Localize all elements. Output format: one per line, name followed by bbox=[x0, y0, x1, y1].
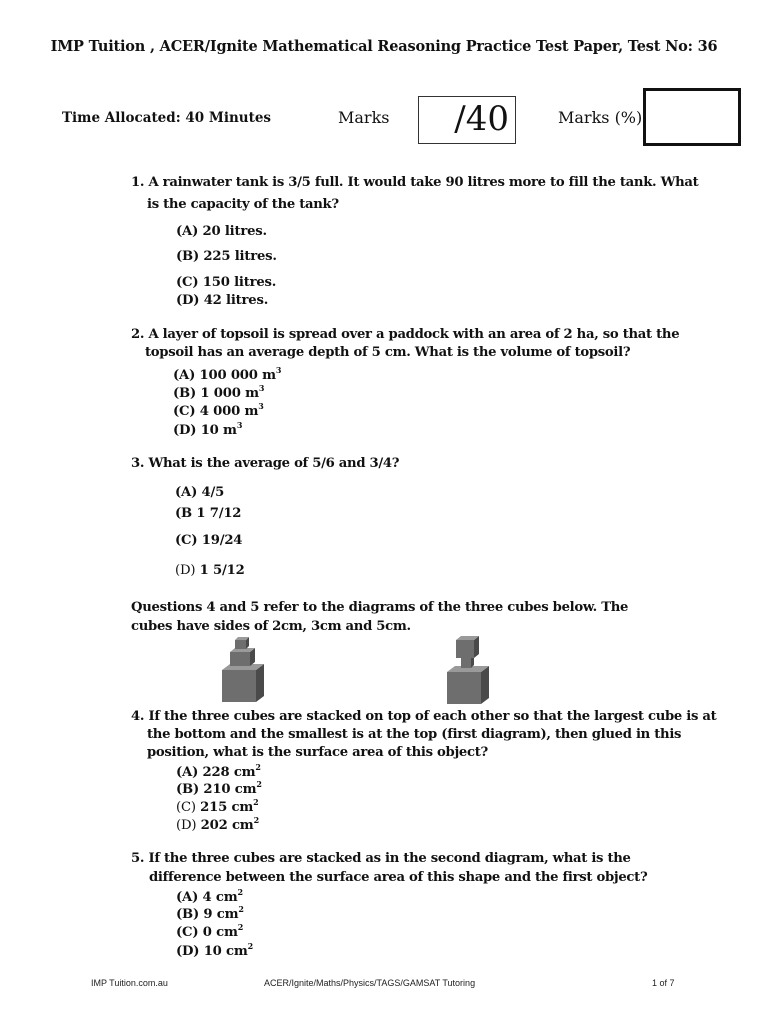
question-2-option-c bbox=[173, 400, 264, 419]
question-4-option-a bbox=[176, 761, 261, 780]
medium-cube-front bbox=[456, 640, 474, 658]
footer-services: ACER/Ignite/Maths/Physics/TAGS/GAMSAT Tutoring bbox=[264, 978, 476, 988]
question-4-line-3: position, what is the surface area of this object? bbox=[147, 745, 488, 760]
question-3-option-d bbox=[175, 563, 245, 578]
option-text: (D) 10 m bbox=[173, 423, 237, 438]
question-3-option-c: (C) 19/24 bbox=[175, 533, 243, 548]
question-4-option-b bbox=[176, 778, 262, 797]
large-cube-side bbox=[481, 666, 489, 704]
medium-cube-front bbox=[230, 652, 250, 666]
option-text: (D) 10 cm bbox=[176, 944, 248, 959]
marks-percent-box bbox=[643, 88, 741, 146]
unit-exponent: 2 bbox=[256, 778, 262, 789]
question-5-line-2: difference between the surface area of this shape and the first object? bbox=[149, 870, 648, 885]
option-text: 202 cm bbox=[196, 818, 254, 833]
unit-exponent: 3 bbox=[258, 382, 265, 393]
small-cube-front bbox=[461, 658, 471, 668]
unit-exponent: 3 bbox=[258, 400, 264, 411]
unit-exponent: 2 bbox=[253, 814, 259, 825]
question-1-option-c: (C) 150 litres. bbox=[176, 275, 277, 290]
cube-stack-diagram-1 bbox=[218, 636, 268, 704]
cubes-intro-line-1: Questions 4 and 5 refer to the diagrams of the three cubes below. The bbox=[131, 600, 629, 615]
unit-exponent: 2 bbox=[237, 921, 244, 932]
question-3-option-b: (B 1 7/12 bbox=[175, 506, 242, 521]
footer-website: IMP Tuition.com.au bbox=[91, 978, 168, 988]
large-cube-front bbox=[447, 672, 481, 704]
option-text: (B) 1 000 m bbox=[173, 386, 259, 401]
question-2-option-a bbox=[173, 364, 282, 383]
cubes-intro-line-2: cubes have sides of 2cm, 3cm and 5cm. bbox=[131, 619, 411, 634]
unit-exponent: 3 bbox=[236, 419, 243, 430]
question-1-option-d: (D) 42 litres. bbox=[176, 293, 269, 308]
question-2-option-b bbox=[173, 382, 265, 401]
large-cube-side bbox=[256, 664, 264, 702]
question-5-line-1: 5. If the three cubes are stacked as in the second diagram, what is the bbox=[131, 851, 631, 866]
footer-page-number: 1 of 7 bbox=[652, 978, 675, 988]
question-4-line-2: the bottom and the smallest is at the top (first diagram), then glued in this bbox=[147, 727, 682, 742]
question-4-option-d bbox=[176, 814, 259, 833]
option-letter: (D) bbox=[176, 818, 197, 833]
option-text: (A) 4 cm bbox=[176, 890, 238, 905]
option-text: (A) 100 000 m bbox=[173, 368, 276, 383]
question-3-option-a: (A) 4/5 bbox=[175, 485, 225, 500]
option-letter: (C) bbox=[176, 800, 196, 815]
unit-exponent: 2 bbox=[238, 903, 244, 914]
time-allocated: Time Allocated: 40 Minutes bbox=[62, 110, 272, 126]
unit-exponent: 2 bbox=[255, 761, 261, 772]
unit-exponent: 2 bbox=[237, 886, 243, 897]
question-2-line-1: 2. A layer of topsoil is spread over a paddock with an area of 2 ha, so that the bbox=[131, 327, 680, 342]
question-1-line-1: 1. A rainwater tank is 3/5 full. It would take 90 litres more to fill the tank. What bbox=[131, 175, 699, 190]
marks-value: /40 bbox=[454, 99, 509, 139]
option-text: (A) 228 cm bbox=[176, 765, 256, 780]
option-letter: (D) bbox=[175, 563, 196, 578]
option-text: (B) 9 cm bbox=[176, 907, 239, 922]
question-4-option-c bbox=[176, 796, 259, 815]
marks-label: Marks bbox=[338, 108, 390, 127]
option-text: 215 cm bbox=[195, 800, 254, 815]
option-text: (C) 4 000 m bbox=[173, 404, 259, 419]
small-cube-front bbox=[235, 640, 246, 649]
marks-box bbox=[418, 96, 516, 144]
question-1-option-b: (B) 225 litres. bbox=[176, 249, 277, 264]
unit-exponent: 2 bbox=[247, 940, 254, 951]
large-cube-front bbox=[222, 670, 256, 702]
question-5-option-b bbox=[176, 903, 244, 922]
option-text: 1 5/12 bbox=[199, 563, 245, 578]
marks-percent-label: Marks (%) bbox=[558, 108, 643, 127]
question-2-option-d bbox=[173, 419, 243, 438]
page-title: IMP Tuition , ACER/Ignite Mathematical Reasoning Practice Test Paper, Test No: 36 bbox=[50, 38, 718, 55]
unit-exponent: 3 bbox=[275, 364, 282, 375]
question-5-option-a bbox=[176, 886, 243, 905]
question-5-option-d bbox=[176, 940, 254, 959]
question-2-line-2: topsoil has an average depth of 5 cm. What is the volume of topsoil? bbox=[145, 345, 631, 360]
question-5-option-c bbox=[176, 921, 244, 940]
cube-stack-diagram-2 bbox=[443, 632, 495, 706]
question-4-line-1: 4. If the three cubes are stacked on top of each other so that the largest cube is at bbox=[131, 709, 717, 724]
question-1-option-a: (A) 20 litres. bbox=[176, 224, 267, 239]
unit-exponent: 2 bbox=[253, 796, 259, 807]
question-1-line-2: is the capacity of the tank? bbox=[147, 197, 339, 212]
question-3-line-1: 3. What is the average of 5/6 and 3/4? bbox=[131, 456, 400, 471]
option-text: (B) 210 cm bbox=[176, 782, 257, 797]
option-text: (C) 0 cm bbox=[176, 925, 238, 940]
